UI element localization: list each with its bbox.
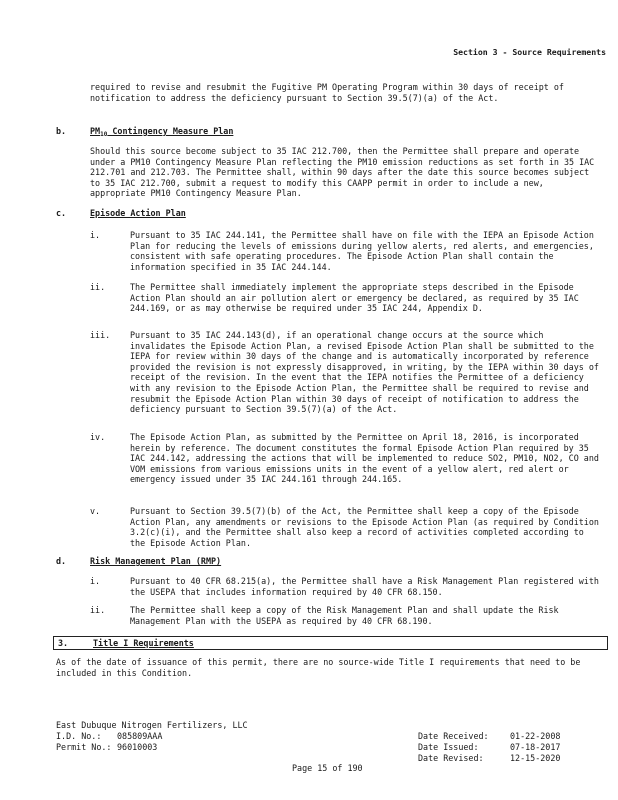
item-d-ii-text: The Permittee shall keep a copy of the Risk Management Plan and shall update the Risk Management Plan with the USEPA as required by 40 CFR 68.190. (130, 605, 559, 626)
item-c-heading: Episode Action Plan (90, 208, 186, 218)
item-d-i-num: i. (90, 576, 101, 586)
section-3-number: 3. (58, 638, 69, 648)
item-b-heading: $PM_{10}$ Contingency Measure Plan (90, 126, 234, 138)
carryover-paragraph: required to revise and resubmit the Fugitive PM Operating Program within 30 days of receipt of notification to address the deficiency pursuant to Section 39.5(7)(a) of the Act. (90, 82, 564, 103)
footer-company: East Dubuque Nitrogen Fertilizers, LLC (56, 720, 248, 730)
footer-revised-label: Date Revised: (418, 753, 484, 763)
section-header: Section 3 - Source Requirements (453, 47, 606, 57)
footer-issued-label: Date Issued: (418, 742, 479, 752)
item-c-ii-num: ii. (90, 282, 106, 292)
item-b-paragraph: Should this source become subject to 35 IAC 212.700, then the Permittee shall prepare and operate under a PM10 Contingency Measure Plan reflecting the PM10 emission reductions as set forth in 35 IAC 212.701 and 212.703. The Permittee shall, within 90 days after the date this source becomes subject to 35 IAC 212.700, submit a request to modify this CAAPP permit in order to include a new, appropriate PM10 Contingency Measure Plan. (90, 146, 595, 199)
item-d-heading: Risk Management Plan (RMP) (90, 556, 222, 566)
item-c-i-text: Pursuant to 35 IAC 244.141, the Permittee shall have on file with the IEPA an Episode Action Plan for reducing the levels of emissions during yellow alerts, red alerts, and emergencies, consistent with safe operating procedures. The Episode Action Plan shall contain the information specified in 35 IAC 244.144. (130, 230, 594, 272)
footer-permit-value: 96010003 (117, 742, 158, 752)
item-d-label: d. (56, 556, 67, 566)
item-c-v-num: v. (90, 506, 101, 516)
footer-permit-label: Permit No.: (56, 742, 112, 752)
footer-received-value: 01-22-2008 (510, 731, 561, 741)
footer-received-label: Date Received: (418, 731, 489, 741)
footer-revised-value: 12-15-2020 (510, 753, 561, 763)
item-c-ii-text: The Permittee shall immediately implement the appropriate steps described in the Episode Action Plan should an air pollution alert or emergency be declared, as required by 35 IAC 244.169, or as may otherwise be required under 35 IAC 244, Appendix D. (130, 282, 579, 314)
section-3-paragraph: As of the date of issuance of this permit, there are no source-wide Title I requirements that need to be included in this Condition. (56, 657, 581, 678)
footer-issued-value: 07-18-2017 (510, 742, 561, 752)
item-d-ii-num: ii. (90, 605, 106, 615)
item-c-iii-text: Pursuant to 35 IAC 244.143(d), if an operational change occurs at the source which invalidates the Episode Action Plan, a revised Episode Action Plan shall be submitted to the IEPA for review within 30 days of the change and is automatically incorporated by reference provided the revision is not expressly disapproved, in writing, by the IEPA within 30 days of receipt of the revision. In the event that the IEPA notifies the Permittee of a deficiency with any revision to the Episode Action Plan, the Permittee shall be required to revise and resubmit the Episode Action Plan within 30 days of receipt of notification to address the deficiency pursuant to Section 39.5(7)(a) of the Act. (130, 330, 599, 415)
page-number: Page 15 of 190 (292, 763, 363, 773)
footer-id-value: 085809AAA (117, 731, 163, 741)
item-c-iii-num: iii. (90, 330, 111, 340)
section-3-title: Title I Requirements (93, 638, 194, 648)
item-c-iv-num: iv. (90, 432, 106, 442)
item-c-i-num: i. (90, 230, 101, 240)
item-d-i-text: Pursuant to 40 CFR 68.215(a), the Permittee shall have a Risk Management Plan registered with the USEPA that includes information required by 40 CFR 68.150. (130, 576, 599, 597)
item-c-label: c. (56, 208, 67, 218)
item-c-v-text: Pursuant to Section 39.5(7)(b) of the Act, the Permittee shall keep a copy of the Episode Action Plan, any amendments or revisions to the Episode Action Plan (as required by Condition 3.2(c)(i), and the Permittee shall also keep a record of activities completed according to the Episode Action Plan. (130, 506, 599, 548)
item-b-label: b. (56, 126, 67, 136)
item-c-iv-text: The Episode Action Plan, as submitted by the Permittee on April 18, 2016, is incorporated herein by reference. The document constitutes the formal Episode Action Plan required by 35 IAC 244.142, addressing the actions that will be implemented to reduce SO2, PM10, NO2, CO and VOM emissions from various emissions units in the event of a yellow alert, red alert or emergency issued under 35 IAC 244.161 through 244.165. (130, 432, 599, 485)
footer-id-label: I.D. No.: (56, 731, 102, 741)
